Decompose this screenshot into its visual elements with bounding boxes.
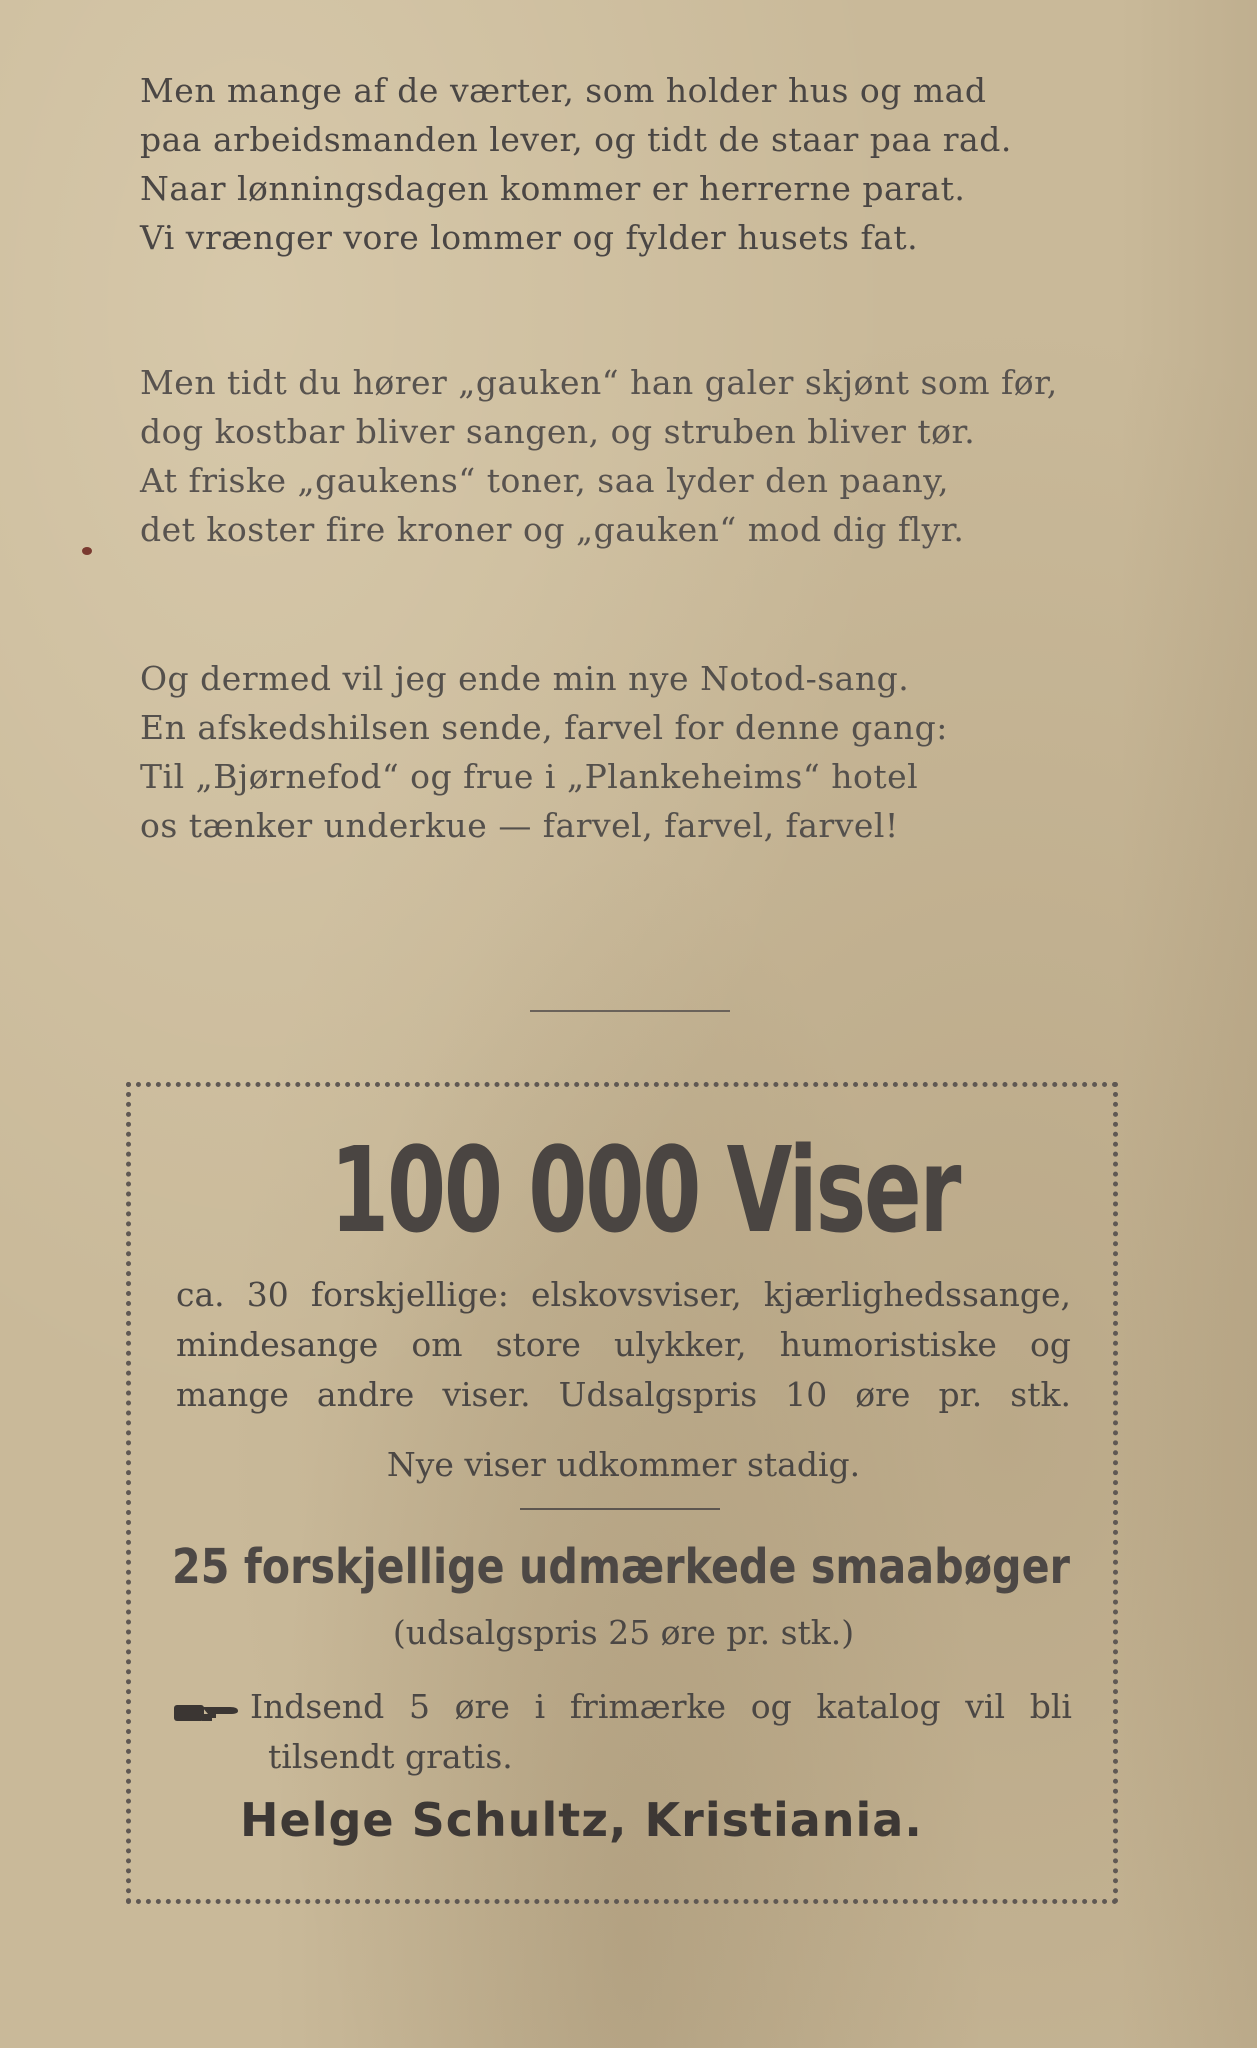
- poem-line: At friske „gaukens“ toner, saa lyder den paany,: [140, 461, 950, 500]
- ad-order-line-1: Indsend 5 øre i frimærke og katalog vil bli: [250, 1687, 1072, 1726]
- section-divider: [530, 1010, 730, 1012]
- ad-signature: Helge Schultz, Kristiania.: [240, 1793, 923, 1847]
- poem-line: Men tidt du hører „gauken“ han galer skjønt som før,: [140, 363, 1058, 402]
- poem-line: Men mange af de værter, som holder hus og mad: [140, 71, 987, 110]
- poem-line: En afskedshilsen sende, farvel for denne gang:: [140, 708, 948, 747]
- ad-booklets-price: (udsalgspris 25 øre pr. stk.): [392, 1613, 855, 1652]
- ad-order-info: [172, 1682, 1072, 1782]
- ad-notice: Nye viser udkommer stadig.: [386, 1445, 861, 1484]
- poem-line: Naar lønningsdagen kommer er herrerne parat.: [140, 169, 966, 208]
- poem-stanza-3: [140, 654, 1160, 850]
- poem-line: paa arbeidsmanden lever, og tidt de staar paa rad.: [140, 120, 1012, 159]
- ink-spot: [82, 547, 92, 555]
- poem-line: Til „Bjørnefod“ og frue i „Plankeheims“ hotel: [140, 757, 919, 796]
- ad-description: [176, 1270, 1071, 1420]
- ad-description-line: mange andre viser. Udsalgspris 10 øre pr. stk.: [176, 1375, 1071, 1414]
- ad-booklets-headline: 25 forskjellige udmærkede smaabøger: [172, 1539, 1070, 1595]
- ad-headline: 100 000 Viser: [330, 1121, 960, 1259]
- poem-line: Vi vrænger vore lommer og fylder husets fat.: [140, 218, 919, 257]
- poem-line: os tænker underkue — farvel, farvel, farvel!: [140, 806, 899, 845]
- poem-line: dog kostbar bliver sangen, og struben bliver tør.: [140, 412, 976, 451]
- poem-stanza-1: [140, 66, 1160, 262]
- ad-divider: [520, 1508, 720, 1510]
- ad-order-line-2: tilsendt gratis.: [268, 1737, 513, 1776]
- poem-stanza-2: [140, 358, 1160, 554]
- poem-line: Og dermed vil jeg ende min nye Notod-sang.: [140, 659, 910, 698]
- ad-description-line: ca. 30 forskjellige: elskovsviser, kjærlighedssange,: [176, 1275, 1071, 1314]
- pointing-hand-icon: [172, 1689, 244, 1713]
- paper-bleed-shadow: [1120, 0, 1257, 2048]
- ad-description-line: mindesange om store ulykker, humoristiske og: [176, 1325, 1071, 1364]
- poem-line: det koster fire kroner og „gauken“ mod dig flyr.: [140, 510, 965, 549]
